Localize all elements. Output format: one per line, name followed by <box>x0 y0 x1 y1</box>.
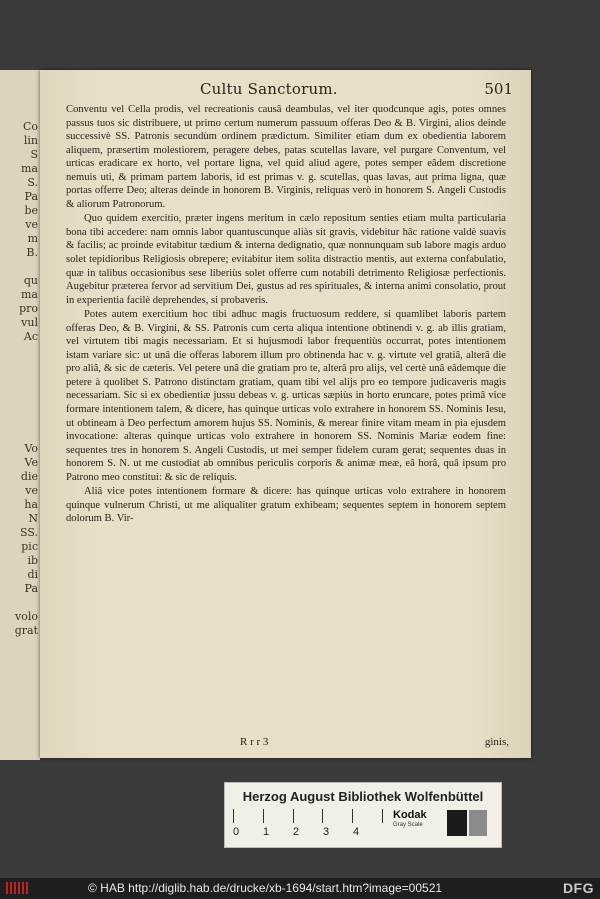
facing-page-text: S. <box>27 176 38 189</box>
facing-page-text: Ve <box>24 456 38 469</box>
facing-page-text: volo <box>15 610 38 623</box>
running-head: Cultu Sanctorum. <box>200 80 338 98</box>
copyright-link[interactable]: © HAB http://diglib.hab.de/drucke/xb-1694/start.htm?image=00521 <box>88 881 443 895</box>
gray-scale-label: Gray Scale <box>393 822 423 828</box>
facing-page-text: Vo <box>24 442 38 455</box>
dfg-logo: DFG <box>562 880 594 896</box>
ruler-number: 2 <box>293 826 300 838</box>
facing-page-text: ib <box>27 554 38 567</box>
ruler-scale <box>233 809 383 823</box>
facing-page-fragment <box>0 70 40 760</box>
paragraph: Quo quidem exercitio, præter ingens meritum in cælo repositum senties etiam multa particularia bona tibi accedere: nam omnis labor quantuscunque aliàs sit gravis, videbitur hâc ratione valdè suavis & facilis; ac proinde evitabitur tædium & interna dedignatio, quæ nonnunquam sub labore magis arduo solet tepidioribus Religiosis obrepere; evitabitur item solita distractio mentis, aut externa confabulatio, quæ in talibus occasionibus sese liberiùs solet offerre cum notabili detrimento Religiosæ perfectionis. Augebitur præterea fervor ad servitium Dei, gustus ad res spirituales, & interna animi consolatio, prout in experientia facilè deprehendes, si probaveris. <box>66 213 506 306</box>
hab-logo-icon <box>6 882 28 894</box>
paragraph: Potes autem exercitium hoc tibi adhuc magis fructuosum reddere, si quamlibet laboris partem offeras Deo, & B. Virgini, & SS. Patronis cum certa aliqua intentione obtinendi v. g. ab illis gratiam, vel virtutem tibi magis necessariam. Et si hujusmodi labor frequentiùs occurrat, potes intentionem istam variare sic: ut unâ die offeras laborem illum pro obtinenda hac v. g. virtute vel gratiâ, alterâ die pro aliâ, & sic de cæteris. Vel petere unâ die gratiam pro te, alterâ pro alijs, vel certè unâ eâdemque die petere à quolibet S. Patrono distinctam gratiam, quam tibi vel alijs pro eo tempore judicaveris magis necessariam. Sic si ex obedientiæ jussu debeas v. g. urticas sæpiùs in horto eruncare, potes primâ vice formare intentionem talem, & dicere, has quinque urticas volo extrahere in honorem SS. Nominis Iesu, ut obtineam à Deo perfectum amorem hujus SS. Nominis, & merear finire vitam meam in pia ejusdem invocatione: alteras quinque urticas volo extrahere in honorem SS. Nominis Mariæ eodem fine: sequentes tres in honorem S. Angeli Custodis, ut mei semper fidelem curam gerat; sequentes duas in honorem S. N. ut me custodiat ab omnibus periculis corporis & animæ meæ, eâ horâ, quâ ipsum pro Patrono meo constitui: & sic de reliquis. <box>66 309 506 483</box>
facing-page-text: ve <box>25 218 38 231</box>
facing-page-text: N <box>28 512 38 525</box>
facing-page-text: qu <box>23 274 38 287</box>
facing-page-text: Ac <box>23 330 38 343</box>
ruler-number: 4 <box>353 826 360 838</box>
facing-page-text: di <box>27 568 38 581</box>
facing-page-text: Pa <box>24 190 38 203</box>
catchword: ginis, <box>484 736 509 748</box>
facing-page-text: lin <box>23 134 38 147</box>
page-body <box>66 103 506 527</box>
ruler-number: 0 <box>233 826 240 838</box>
facing-page-text: ha <box>24 498 38 511</box>
facing-page-text: B. <box>26 246 38 259</box>
facing-page-text: ve <box>25 484 38 497</box>
facing-page-text: ma <box>21 162 38 175</box>
paragraph: Conventu vel Cella prodis, vel recreationis causâ deambulas, vel iter quodcunque agis, potes omnes passus tuos sic distribuere, ut primo certum numerum passuum offeras Deo & B. Virgini, alios deinde successivè SS. Patronis secundùm ordinem prædictum. Similiter etiam dum ex obedientia laborem aliquem, præsertim molestiorem, peragere debes, patas scutellas lavare, vel purgare Conventum, vel urticas eradicare ex horto, vel portare ligna, vel quid aliud agere, potes semper eâdem discretione nemuis uti, & primam partem laboris, id est primas v. g. scutellas, quas lavas, aut prima ligna, quæ portas offerre Deo; alteras deinde in honorem B. Virginis, reliquas verò in honorem S. Angeli Custodis & aliorum Patronorum. <box>66 104 506 210</box>
page-header <box>40 80 531 102</box>
signature-mark: R r r 3 <box>240 736 269 748</box>
facing-page-text: S <box>30 148 38 161</box>
facing-page-text: SS. <box>20 526 38 539</box>
facing-page-text: ma <box>21 288 38 301</box>
facing-page-text: m <box>27 232 38 245</box>
ruler-number: 1 <box>263 826 270 838</box>
footer-bar <box>0 878 600 899</box>
page-number: 501 <box>484 80 513 98</box>
facing-page-text: Pa <box>24 582 38 595</box>
mid-gray-patch <box>469 810 487 836</box>
facing-page-text: grat <box>14 624 38 637</box>
library-color-target <box>224 782 502 848</box>
kodak-label: Kodak <box>393 809 427 821</box>
facing-page-text: die <box>20 470 38 483</box>
paragraph: Aliâ vice potes intentionem formare & dicere: has quinque urticas volo extrahere in honorem quinque vulnerum Christi, ut me aliqualiter gratum exhibeam; sequentes septem in honorem septem dolorum B. Vir- <box>66 486 506 525</box>
library-name: Herzog August Bibliothek Wolfenbüttel <box>242 789 484 804</box>
facing-page-text: Co <box>22 120 38 133</box>
page-footer <box>40 736 531 752</box>
ruler-number: 3 <box>323 826 330 838</box>
book-page <box>40 70 531 758</box>
ruler-numbers <box>233 826 383 838</box>
dark-gray-patch <box>447 810 467 836</box>
facing-page-text: be <box>24 204 38 217</box>
facing-page-text: vul <box>21 316 38 329</box>
facing-page-text: pro <box>19 302 38 315</box>
facing-page-text: pic <box>21 540 38 553</box>
